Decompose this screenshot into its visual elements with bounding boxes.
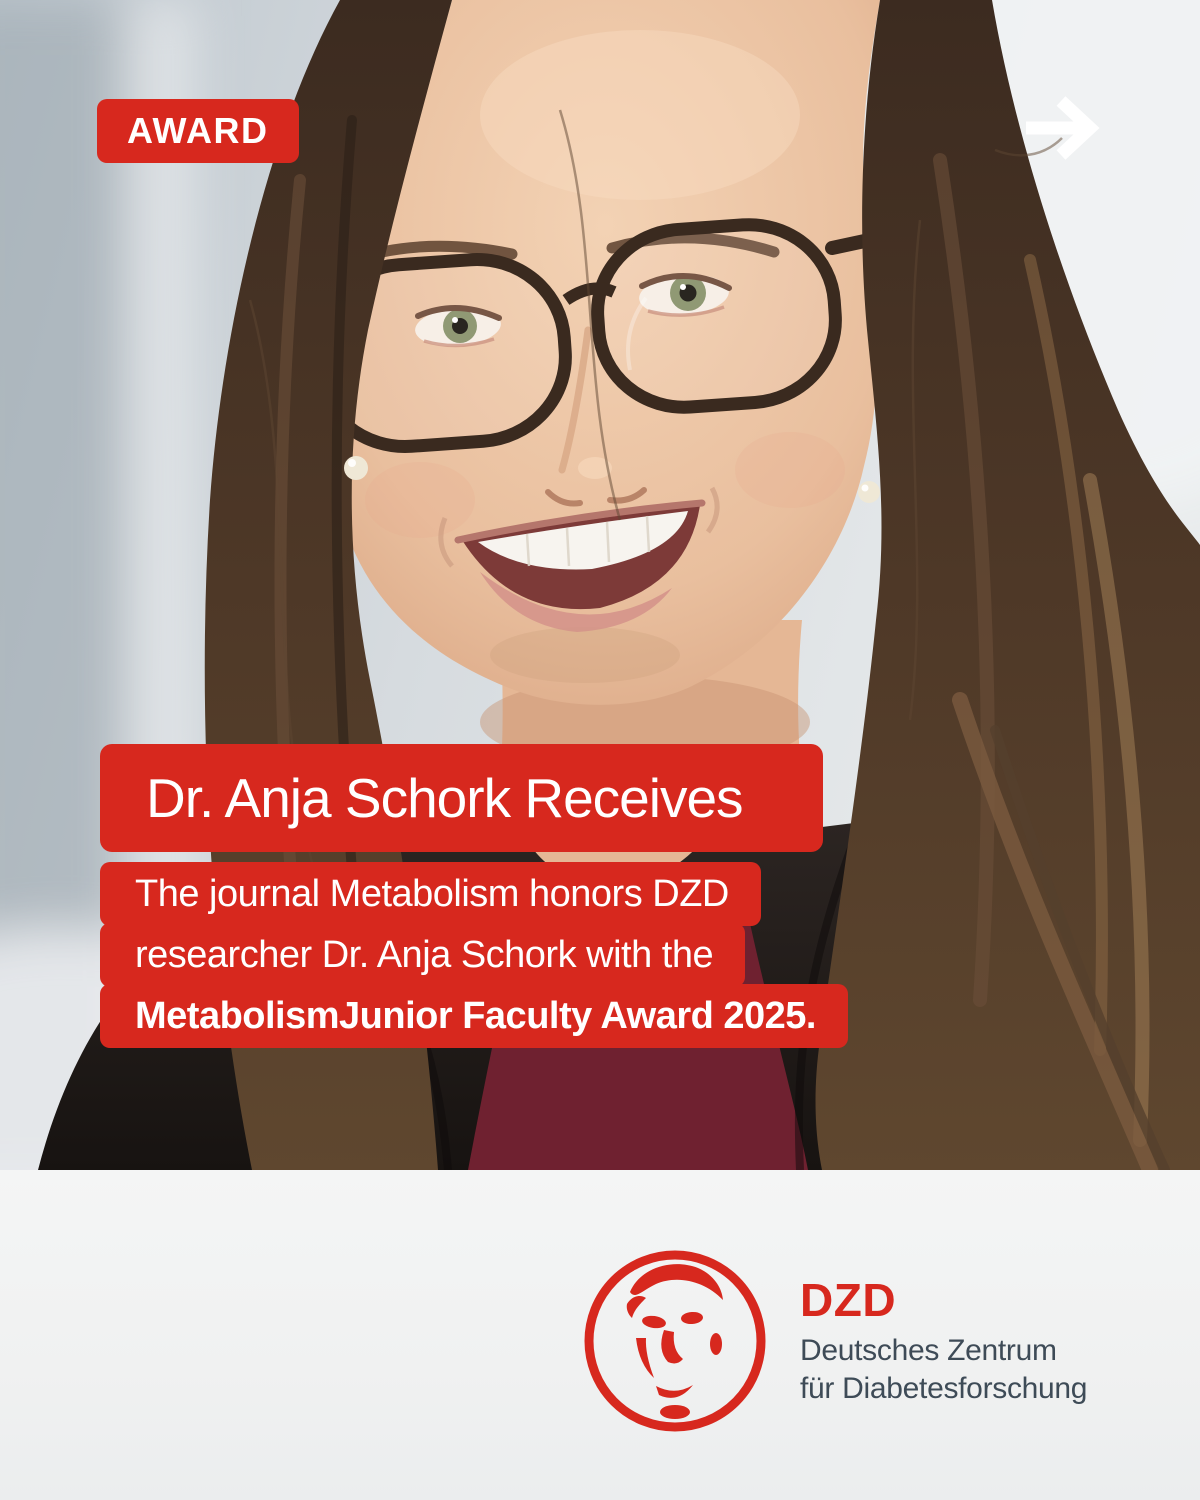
brand-name: DZD xyxy=(800,1274,897,1326)
logo-face-marks xyxy=(627,1264,723,1419)
org-name-line-1: Deutsches Zentrum xyxy=(800,1334,1057,1367)
brand-text xyxy=(800,1274,1087,1408)
announcement-line xyxy=(100,984,848,1048)
brand-row xyxy=(580,1246,1087,1436)
award-badge: AWARD xyxy=(97,99,299,163)
announcement-text xyxy=(100,862,848,1048)
announcement-line-2: researcher Dr. Anja Schork with the xyxy=(100,923,745,987)
announcement-line-3: MetabolismJunior Faculty Award 2025. xyxy=(100,984,848,1048)
announcement-line-1: The journal Metabolism honors DZD xyxy=(100,862,761,926)
arrow-right-icon[interactable] xyxy=(1024,94,1102,162)
footer xyxy=(0,1170,1200,1500)
org-name-line-2: für Diabetesforschung xyxy=(800,1372,1088,1405)
dzd-face-logo xyxy=(580,1246,770,1436)
logo-circle xyxy=(589,1255,761,1427)
headline-banner: Dr. Anja Schork Receives xyxy=(100,744,823,852)
announcement-line xyxy=(100,862,848,926)
announcement-line xyxy=(100,923,848,987)
